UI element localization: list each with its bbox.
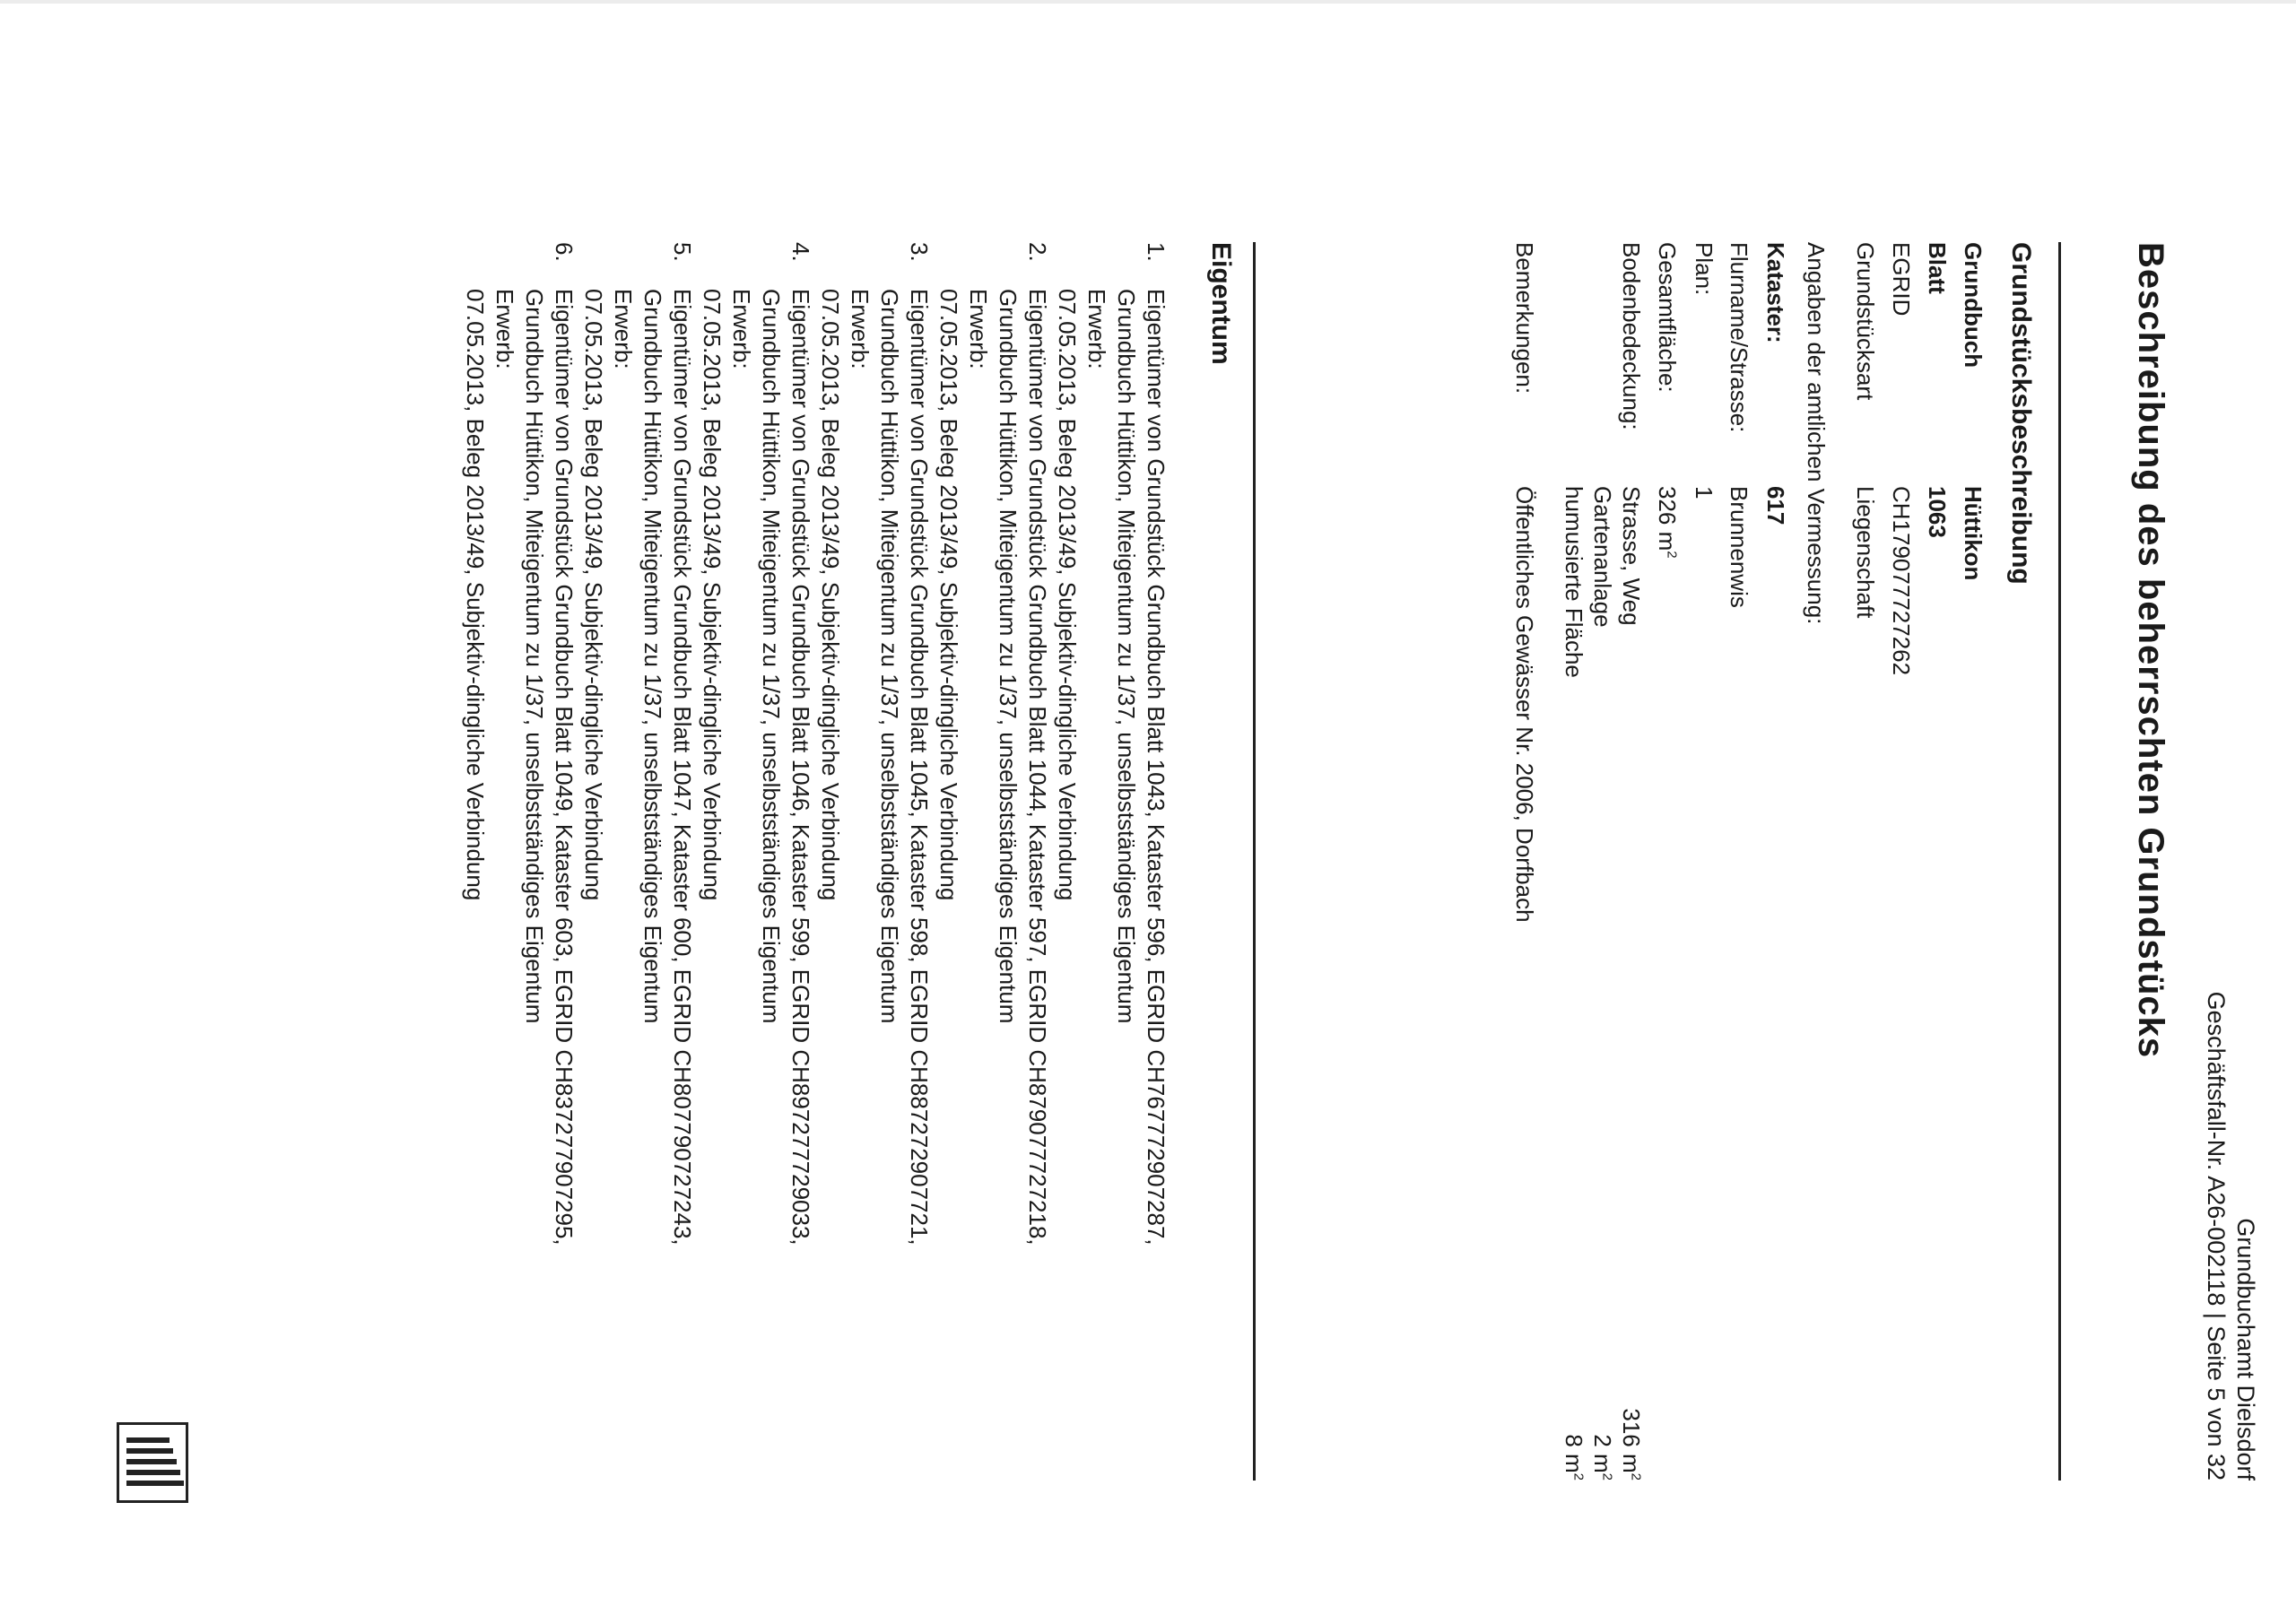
erwerb-value: 07.05.2013, Beleg 2013/49, Subjektiv-dingliche Verbindung bbox=[462, 289, 489, 901]
list-item bbox=[934, 242, 1052, 1408]
erwerb-label: Erwerb: bbox=[728, 289, 755, 369]
cover-area-1 bbox=[1617, 1408, 1645, 1481]
eigentum-heading: Eigentum bbox=[1206, 242, 1236, 365]
eigentum-divider bbox=[1253, 242, 1256, 1481]
item-line-1: Eigentümer von Grundstück Grundbuch Blatt 1049, Kataster 603, EGRID CH837277907295, bbox=[551, 289, 578, 1246]
plan-label: Plan: bbox=[1691, 242, 1718, 296]
item-line-1: Eigentümer von Grundstück Grundbuch Blatt 1046, Kataster 599, EGRID CH897277729033, bbox=[787, 289, 814, 1246]
gesamtflaeche-label: Gesamtfläche: bbox=[1654, 242, 1681, 393]
unit-exponent: 2 bbox=[1664, 551, 1680, 559]
survey-intro: Angaben der amtlichen Vermessung: bbox=[1803, 242, 1830, 625]
item-line-2: Grundbuch Hüttikon, Miteigentum zu 1/37, unselbstständiges Eigentum bbox=[758, 289, 785, 1024]
list-item bbox=[815, 242, 934, 1408]
cover-type-2: Gartenanlage bbox=[1589, 486, 1616, 628]
office-logo bbox=[117, 1422, 188, 1503]
blatt-label: Blatt bbox=[1924, 242, 1951, 294]
bemerkungen-label: Bemerkungen: bbox=[1511, 242, 1538, 395]
case-number: Geschäftsfall-Nr. A26-002118 | Seite 5 von 32 bbox=[2203, 991, 2230, 1481]
item-line-1: Eigentümer von Grundstück Grundbuch Blatt 1044, Kataster 597, EGRID CH879077727218, bbox=[1024, 289, 1051, 1246]
flurname-label: Flurname/Strasse: bbox=[1726, 242, 1752, 433]
art-value: Liegenschaft bbox=[1852, 486, 1879, 619]
cover-area-3-exp: 2 bbox=[1570, 1472, 1587, 1481]
erwerb-label: Erwerb: bbox=[610, 289, 637, 369]
item-number: 4. bbox=[787, 242, 814, 262]
kataster-label: Kataster: bbox=[1762, 242, 1789, 343]
cover-type-1: Strasse, Weg bbox=[1618, 486, 1645, 626]
egrid-label: EGRID bbox=[1888, 242, 1915, 317]
item-number: 5. bbox=[669, 242, 696, 262]
erwerb-label: Erwerb: bbox=[965, 289, 992, 369]
cover-area-3 bbox=[1560, 1434, 1587, 1481]
item-number: 2. bbox=[1024, 242, 1051, 262]
erwerb-label: Erwerb: bbox=[491, 289, 518, 369]
cover-area-2 bbox=[1588, 1434, 1616, 1481]
top-divider bbox=[2058, 242, 2061, 1481]
erwerb-value: 07.05.2013, Beleg 2013/49, Subjektiv-dingliche Verbindung bbox=[1054, 289, 1081, 901]
erwerb-label: Erwerb: bbox=[847, 289, 874, 369]
item-line-2: Grundbuch Hüttikon, Miteigentum zu 1/37, unselbstständiges Eigentum bbox=[876, 289, 903, 1024]
grundbuch-value: Hüttikon bbox=[1960, 486, 1987, 581]
grundbuch-label: Grundbuch bbox=[1960, 242, 1987, 369]
item-line-2: Grundbuch Hüttikon, Miteigentum zu 1/37, unselbstständiges Eigentum bbox=[639, 289, 666, 1024]
gesamtflaeche-value bbox=[1653, 486, 1681, 559]
erwerb-value: 07.05.2013, Beleg 2013/49, Subjektiv-dingliche Verbindung bbox=[817, 289, 844, 901]
item-number: 3. bbox=[906, 242, 933, 262]
kataster-value: 617 bbox=[1762, 486, 1789, 525]
list-item bbox=[578, 242, 697, 1408]
bodenbedeckung-label: Bodenbedeckung: bbox=[1618, 242, 1645, 430]
item-line-2: Grundbuch Hüttikon, Miteigentum zu 1/37, unselbstständiges Eigentum bbox=[521, 289, 548, 1024]
item-line-2: Grundbuch Hüttikon, Miteigentum zu 1/37, unselbstständiges Eigentum bbox=[995, 289, 1022, 1024]
office-name: Grundbuchamt Dielsdorf bbox=[2232, 1218, 2259, 1481]
page-title: Beschreibung des beherrschten Grundstücks bbox=[2131, 242, 2170, 1059]
ownership-list bbox=[460, 242, 1170, 1408]
erwerb-value: 07.05.2013, Beleg 2013/49, Subjektiv-dingliche Verbindung bbox=[699, 289, 726, 901]
item-line-1: Eigentümer von Grundstück Grundbuch Blatt 1047, Kataster 600, EGRID CH807790727243, bbox=[669, 289, 696, 1246]
erwerb-label: Erwerb: bbox=[1083, 289, 1110, 369]
item-number: 1. bbox=[1143, 242, 1170, 262]
cover-type-3: humusierte Fläche bbox=[1561, 486, 1587, 678]
blatt-value: 1063 bbox=[1924, 486, 1951, 538]
list-item bbox=[460, 242, 578, 1408]
egrid-value: CH179077727262 bbox=[1888, 486, 1915, 676]
cover-area-1-exp: 2 bbox=[1628, 1472, 1644, 1481]
gesamtflaeche-amount: 326 m bbox=[1654, 486, 1681, 551]
bemerkungen-value: Öffentliches Gewässer Nr. 2006, Dorfbach bbox=[1511, 486, 1538, 923]
plan-value: 1 bbox=[1691, 486, 1718, 499]
cover-area-3-amount: 8 m bbox=[1561, 1434, 1587, 1473]
erwerb-value: 07.05.2013, Beleg 2013/49, Subjektiv-dingliche Verbindung bbox=[580, 289, 607, 901]
cover-area-1-amount: 316 m bbox=[1618, 1408, 1645, 1473]
art-label: Grundstücksart bbox=[1852, 242, 1879, 401]
item-line-2: Grundbuch Hüttikon, Miteigentum zu 1/37, unselbstständiges Eigentum bbox=[1113, 289, 1140, 1024]
flurname-value: Brunnenwis bbox=[1726, 486, 1752, 608]
item-number: 6. bbox=[551, 242, 578, 262]
cover-area-2-exp: 2 bbox=[1599, 1472, 1615, 1481]
list-item bbox=[1052, 242, 1170, 1408]
item-line-1: Eigentümer von Grundstück Grundbuch Blatt 1045, Kataster 598, EGRID CH887272907721, bbox=[906, 289, 933, 1246]
erwerb-value: 07.05.2013, Beleg 2013/49, Subjektiv-dingliche Verbindung bbox=[935, 289, 962, 901]
list-item bbox=[697, 242, 815, 1408]
description-heading: Grundstücksbeschreibung bbox=[2006, 242, 2036, 585]
cover-area-2-amount: 2 m bbox=[1589, 1434, 1616, 1473]
page-header bbox=[2201, 992, 2260, 1481]
item-line-1: Eigentümer von Grundstück Grundbuch Blatt 1043, Kataster 596, EGRID CH767772907287, bbox=[1143, 289, 1170, 1246]
